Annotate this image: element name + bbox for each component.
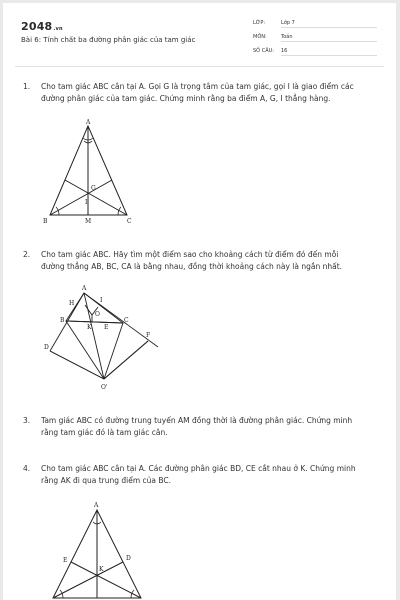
question-number: 4. bbox=[23, 464, 31, 473]
figure-1 bbox=[43, 118, 143, 228]
label-G: G bbox=[91, 185, 96, 192]
question-text: Cho tam giác ABC. Hãy tìm một điểm sao cho khoảng cách từ điểm đó đến mỗi đường thẳng AB, BC, CA là bằng nhau, đồng thời khoảng cách này là ngắn nhất. bbox=[41, 250, 343, 271]
label-A: A bbox=[94, 502, 99, 509]
label-O: O bbox=[95, 311, 100, 318]
worksheet-page bbox=[3, 3, 396, 600]
figure-4 bbox=[53, 500, 163, 600]
meta-label: SỐ CÂU: bbox=[253, 48, 274, 54]
figure-2 bbox=[38, 283, 168, 393]
label-C: C bbox=[127, 218, 132, 225]
question-2 bbox=[23, 249, 363, 273]
question-number: 1. bbox=[23, 82, 31, 91]
label-F: F bbox=[146, 332, 151, 339]
label-M: M bbox=[85, 218, 92, 225]
meta-value: Toán bbox=[281, 34, 377, 42]
label-I: I bbox=[100, 297, 103, 304]
label-B: B bbox=[43, 218, 48, 225]
meta-label: MÔN: bbox=[253, 34, 267, 40]
header-divider bbox=[15, 66, 384, 67]
brand-logo[interactable]: 2048.vn bbox=[21, 20, 63, 33]
meta-label: LỚP: bbox=[253, 20, 266, 26]
question-number: 2. bbox=[23, 250, 31, 259]
label-B: B bbox=[60, 317, 65, 324]
question-3 bbox=[23, 415, 363, 439]
question-text: Cho tam giác ABC cân tại A. Gọi G là trọng tâm của tam giác, gọi I là giao điểm các đường phân giác của tam giác. Chứng minh rằng ba điểm A, G, I thẳng hàng. bbox=[41, 82, 354, 103]
question-1 bbox=[23, 81, 363, 105]
meta-value: 16 bbox=[281, 48, 377, 56]
label-D: D bbox=[126, 555, 131, 562]
lesson-title: Bài 6: Tính chất ba đường phân giác của tam giác bbox=[21, 36, 196, 44]
meta-subject bbox=[253, 34, 377, 42]
label-I: I bbox=[85, 199, 88, 206]
meta-count bbox=[253, 48, 377, 56]
question-text: Cho tam giác ABC cân tại A. Các đường phân giác BD, CE cắt nhau ở K. Chứng minh rằng AK đi qua trung điểm của BC. bbox=[41, 464, 356, 485]
label-E: E bbox=[104, 324, 109, 331]
label-A: A bbox=[82, 285, 87, 292]
label-H: H bbox=[69, 300, 75, 307]
meta-value: Lớp 7 bbox=[281, 20, 377, 28]
question-text: Tam giác ABC có đường trung tuyến AM đồng thời là đường phân giác. Chứng minh rằng tam giác đó là tam giác cân. bbox=[41, 416, 353, 437]
label-E: E bbox=[63, 557, 68, 564]
label-A: A bbox=[86, 119, 91, 126]
label-K: K bbox=[87, 324, 92, 331]
label-D: D bbox=[44, 344, 49, 351]
label-C: C bbox=[124, 317, 129, 324]
label-K: K bbox=[99, 566, 104, 573]
meta-class bbox=[253, 20, 377, 28]
question-4 bbox=[23, 463, 363, 487]
question-number: 3. bbox=[23, 416, 31, 425]
label-O-prime: O' bbox=[101, 384, 108, 391]
